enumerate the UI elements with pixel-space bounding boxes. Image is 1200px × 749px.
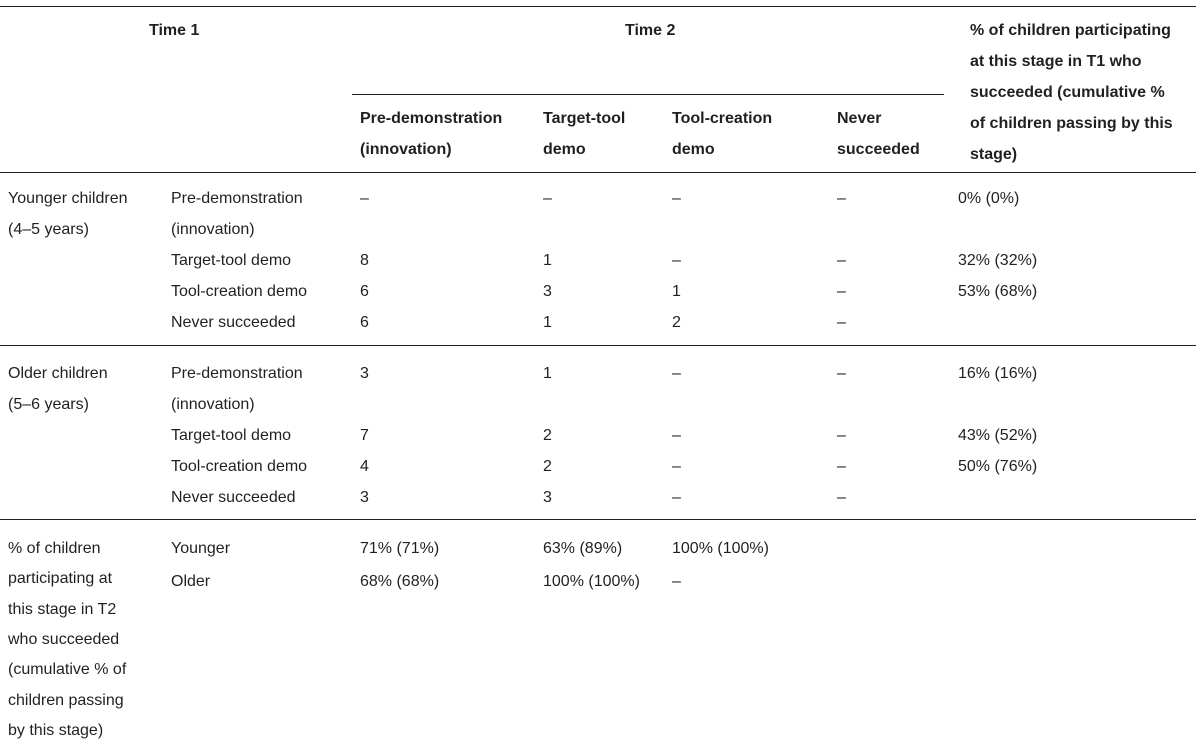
- stage-label: Never succeeded: [171, 314, 296, 331]
- table-cell: 1: [543, 365, 552, 382]
- footer-percent-cell: 68% (68%): [360, 573, 440, 590]
- table-cell: 2: [543, 427, 552, 444]
- t1-percent-header-line: % of children participating: [970, 22, 1171, 39]
- table-cell: 4: [360, 458, 369, 475]
- percent-cell: 16% (16%): [958, 365, 1038, 382]
- percent-cell: 50% (76%): [958, 458, 1038, 475]
- table-cell: –: [672, 252, 681, 269]
- column-header-line: demo: [543, 141, 586, 158]
- table-cell: –: [837, 489, 846, 506]
- footer-label-line: % of children: [8, 540, 101, 557]
- stage-label: Target-tool demo: [171, 252, 292, 269]
- older-group-rule: [0, 519, 1196, 520]
- table-cell: 2: [543, 458, 552, 475]
- table-cell: 1: [543, 314, 552, 331]
- table-cell: –: [543, 190, 552, 207]
- footer-age-label: Younger: [171, 540, 231, 557]
- stage-label: Tool-creation demo: [171, 458, 308, 475]
- footer-label-line: children passing: [8, 691, 124, 709]
- footer-label-line: participating at: [8, 570, 113, 588]
- stage-label: (innovation): [171, 396, 255, 413]
- percent-cell: 43% (52%): [958, 427, 1038, 444]
- percent-cell: 53% (68%): [958, 283, 1038, 300]
- footer-label-line: (cumulative % of: [8, 661, 127, 679]
- table-cell: –: [837, 314, 846, 331]
- column-header-line: Never: [837, 110, 882, 127]
- footer-percent-cell: –: [672, 573, 681, 590]
- table-cell: 3: [543, 283, 552, 300]
- t1-percent-header-line: stage): [970, 146, 1018, 163]
- footer-percent-cell: 63% (89%): [543, 540, 623, 557]
- percent-cell: 32% (32%): [958, 252, 1038, 269]
- group-label-line: Older children: [8, 365, 108, 382]
- stage-label: Pre-demonstration: [171, 365, 303, 382]
- table-cell: –: [672, 365, 681, 382]
- table-cell: 7: [360, 427, 369, 444]
- column-header-line: Target-tool: [543, 110, 626, 127]
- footer-percent-cell: 100% (100%): [543, 573, 640, 590]
- t1-percent-header-line: of children passing by this: [970, 115, 1173, 132]
- stage-label: Target-tool demo: [171, 427, 292, 444]
- stage-label: (innovation): [171, 221, 255, 238]
- table-cell: 1: [543, 252, 552, 269]
- footer-label-line: this stage in T2: [8, 600, 117, 618]
- table-cell: 3: [360, 365, 369, 382]
- time1-header: Time 1: [149, 22, 200, 39]
- table-cell: –: [837, 283, 846, 300]
- group-label-line: (5–6 years): [8, 396, 89, 413]
- t1-percent-header-line: succeeded (cumulative %: [970, 84, 1165, 101]
- group-label-line: (4–5 years): [8, 221, 89, 238]
- footer-age-label: Older: [171, 573, 211, 590]
- footer-percent-cell: 100% (100%): [672, 540, 769, 557]
- table-cell: –: [360, 190, 369, 207]
- table-cell: 8: [360, 252, 369, 269]
- column-header-line: demo: [672, 141, 715, 158]
- table-cell: –: [672, 489, 681, 506]
- header-rule: [0, 172, 1196, 173]
- top-rule: [0, 6, 1196, 7]
- table-cell: –: [672, 458, 681, 475]
- column-header-line: Pre-demonstration: [360, 110, 503, 127]
- percent-cell: 0% (0%): [958, 190, 1020, 207]
- table-cell: –: [837, 190, 846, 207]
- stage-label: Pre-demonstration: [171, 190, 303, 207]
- table-cell: 6: [360, 314, 369, 331]
- column-header-line: succeeded: [837, 141, 920, 158]
- table-cell: –: [837, 458, 846, 475]
- table-cell: –: [837, 365, 846, 382]
- table-cell: 1: [672, 283, 681, 300]
- time2-underline: [352, 94, 944, 95]
- time2-header: Time 2: [625, 22, 676, 39]
- stage-label: Tool-creation demo: [171, 283, 308, 300]
- stage-label: Never succeeded: [171, 489, 296, 506]
- t1-percent-header-line: at this stage in T1 who: [970, 53, 1142, 70]
- footer-label-line: who succeeded: [8, 630, 120, 648]
- column-header-line: Tool-creation: [672, 110, 773, 127]
- table-cell: –: [837, 427, 846, 444]
- column-header-line: (innovation): [360, 141, 452, 158]
- footer-label-line: by this stage): [8, 721, 104, 739]
- table-cell: –: [837, 252, 846, 269]
- table-cell: 3: [543, 489, 552, 506]
- table-cell: 6: [360, 283, 369, 300]
- younger-group-rule: [0, 345, 1196, 346]
- table-cell: –: [672, 190, 681, 207]
- table-cell: 3: [360, 489, 369, 506]
- table-cell: 2: [672, 314, 681, 331]
- table-cell: –: [672, 427, 681, 444]
- group-label-line: Younger children: [8, 190, 128, 207]
- footer-percent-cell: 71% (71%): [360, 540, 440, 557]
